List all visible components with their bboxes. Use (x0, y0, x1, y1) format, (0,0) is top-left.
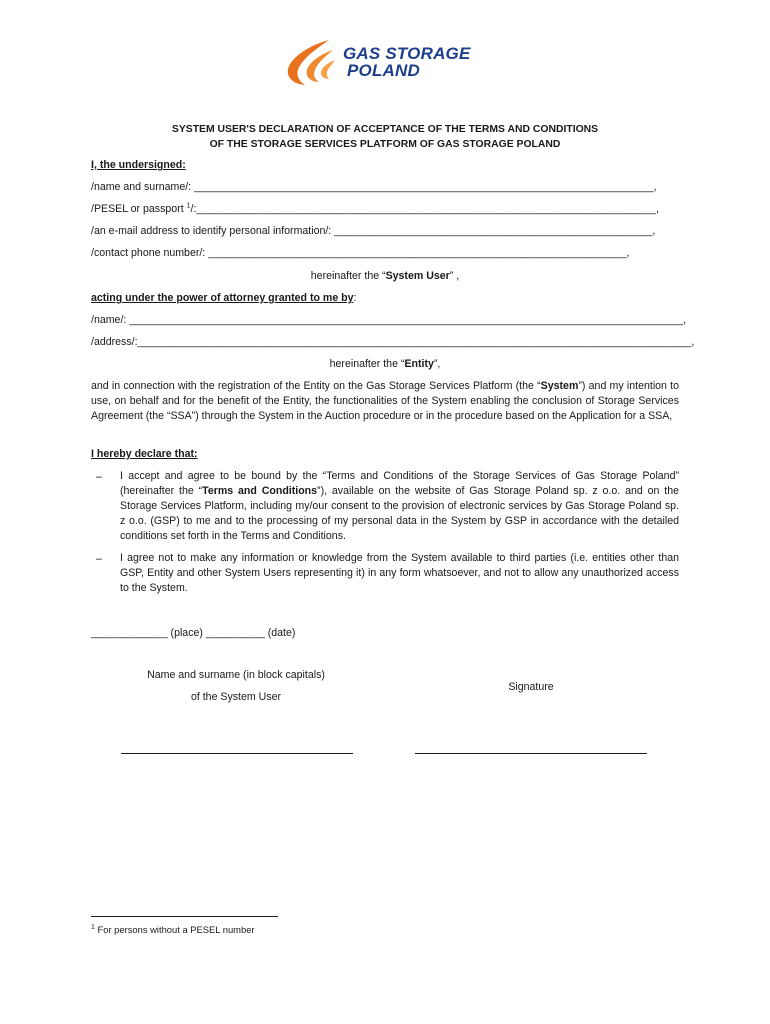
declaration-item-part-1: I accept and agree to be bound by the “Terms and Conditions of the Storage Services of Gas Storage Poland” (hereinafter the “ (120, 470, 679, 497)
company-logo (283, 38, 493, 88)
name-signature-line[interactable] (121, 753, 353, 754)
connection-part-2: ”) and my intention to use, on behalf and for the benefit of the Entity, the functionalities of the System enabling the conclusion of Storage Services Agreement (the “SSA”) through the System in the Auction procedure or in the procedure based on the Application for a SSA, (91, 380, 680, 422)
system-user-definition (91, 269, 679, 283)
entity-address-blank[interactable]: ______________________________________________________________________________________________, (137, 336, 695, 348)
phone-blank[interactable]: _______________________________________________________________________, (208, 247, 630, 259)
entity-name-label: /name/: (91, 314, 130, 326)
name-surname-blank[interactable]: ______________________________________________________________________________, (194, 181, 657, 193)
signature-label: Signature (508, 681, 554, 693)
brand-line-2: POLAND (347, 61, 420, 80)
attorney-heading (91, 291, 356, 305)
name-surname-label: /name and surname/: (91, 181, 195, 193)
pesel-blank[interactable]: ______________________________________________________________________________, (196, 203, 659, 215)
document-title (90, 122, 680, 152)
attorney-heading-text: acting under the power of attorney granted to me by (91, 292, 354, 304)
signature-line[interactable] (415, 753, 647, 754)
brand-line-1: GAS STORAGE (343, 44, 471, 63)
place-date-field[interactable]: _____________ (place) __________ (date) (91, 627, 296, 639)
connection-part-1: and in connection with the registration of the Entity on the Gas Storage Services Platform (the “ (91, 380, 541, 392)
definition-prefix: hereinafter the “ (310, 270, 386, 282)
system-user-label: of the System User (190, 691, 282, 703)
declaration-item-part-2: ”), available on the website of Gas Storage Poland sp. z o.o. and on the Storage Services Platform, including my/our consent to the provision of electronic services by Gas Storage Poland sp. z o.o. (GSP) to me and to the processing of my personal data in the System by GSP in accordance with the detailed conditions set forth in the Terms and Conditions. (120, 485, 679, 542)
pesel-label: /PESEL or passport (91, 203, 187, 215)
phone-field[interactable] (91, 246, 629, 260)
footnote-ref: 1 (186, 202, 191, 210)
bullet-dash: – (96, 553, 102, 565)
declaration-item-part-1: I agree not to make any information or knowledge from the System available to third parties (i.e. entities other than GSP, Entity and other System Users representing it) in any form whatsoever, and not to allow any unauthorized access to the System. (120, 552, 679, 594)
definition-term: System User (385, 270, 450, 282)
title-line-1: SYSTEM USER'S DECLARATION OF ACCEPTANCE OF THE TERMS AND CONDITIONS (171, 124, 599, 135)
attorney-colon: : (353, 292, 357, 304)
title-line-2: OF THE STORAGE SERVICES PLATFORM OF GAS STORAGE POLAND (209, 139, 561, 150)
declaration-item (120, 551, 679, 596)
definition-suffix: ” , (449, 270, 460, 282)
footnote-number: 1 (91, 923, 95, 931)
entity-definition-term: Entity (404, 358, 434, 370)
email-field[interactable] (91, 224, 655, 238)
entity-address-field[interactable] (91, 335, 694, 349)
email-blank[interactable]: ______________________________________________________, (334, 225, 656, 237)
bullet-dash: – (96, 471, 102, 483)
declaration-item (120, 469, 679, 544)
undersigned-heading: I, the undersigned: (91, 159, 186, 171)
footnote (91, 924, 255, 936)
email-label: /an e-mail address to identify personal information/: (91, 225, 335, 237)
connection-paragraph (91, 379, 679, 424)
name-caps-label: Name and surname (in block capitals) (147, 669, 325, 681)
entity-name-field[interactable] (91, 313, 686, 327)
entity-definition (91, 357, 679, 371)
footnote-text: For persons without a PESEL number (94, 924, 255, 935)
entity-definition-prefix: hereinafter the “ (329, 358, 405, 370)
pesel-field[interactable] (91, 202, 659, 216)
flame-swirl-icon (283, 38, 341, 88)
declaration-item-term: Terms and Conditions (202, 485, 318, 497)
footnote-divider (91, 916, 278, 917)
entity-address-label: /address/: (91, 336, 138, 348)
phone-label: /contact phone number/: (91, 247, 209, 259)
declare-heading: I hereby declare that: (91, 448, 198, 460)
name-surname-field[interactable] (91, 180, 657, 194)
entity-definition-suffix: ”, (433, 358, 441, 370)
pesel-slash: /: (190, 203, 197, 215)
entity-name-blank[interactable]: ______________________________________________________________________________________________, (129, 314, 687, 326)
connection-term: System (540, 380, 579, 392)
